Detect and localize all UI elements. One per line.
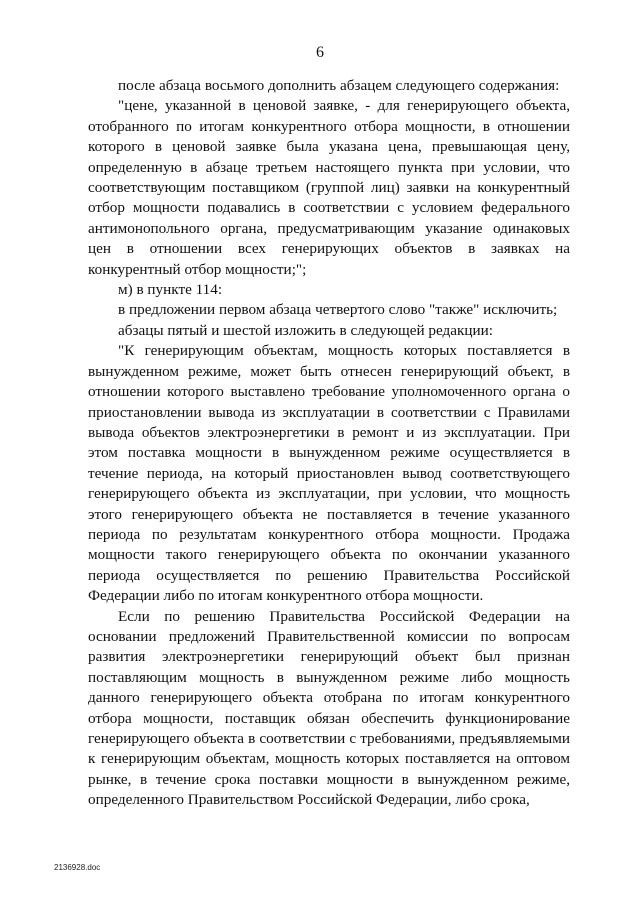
document-body: [88, 76, 570, 811]
page-number: 6: [316, 44, 324, 61]
footer-filename: 2136928.doc: [54, 863, 101, 872]
paragraph-7: Если по решению Правительства Российской Федерации на основании предложений Правительственной комиссии по вопросам развития электроэнергетики генерирующий объект был признан поставляющим мощность в вынужденном режиме либо мощность данного генерирующего объекта отобрана по итогам конкурентного отбора мощности, поставщик обязан обеспечить функционирование генерирующего объекта в соответствии с требованиями, предъявляемыми к генерирующим объектам, мощность которых поставляется на оптовом рынке, в течение срока поставки мощности в вынужденном режиме, определенного Правительством Российской Федерации, либо срока,: [88, 607, 570, 809]
paragraph-3: м) в пункте 114:: [118, 281, 223, 299]
paragraph-5: абзацы пятый и шестой изложить в следующей редакции:: [118, 321, 493, 339]
paragraph-2: "цене, указанной в ценовой заявке, - для генерирующего объекта, отобранного по итогам конкурентного отбора мощности, в отношении которого в ценовой заявке была указана цена, превышающая цену, определенную в абзаце третьем настоящего пункта при условии, что соответствующим поставщиком (группой лиц) заявки на конкурентный отбор мощности подавались в соответствии с условием федерального антимонопольного органа, предусматривающим указание одинаковых цен в отношении всех генерирующих объектов в заявках на конкурентный отбор мощности;";: [88, 97, 570, 278]
paragraph-1: после абзаца восьмого дополнить абзацем следующего содержания:: [118, 77, 560, 94]
paragraph-4: в предложении первом абзаца четвертого слово "также" исключить;: [118, 301, 558, 319]
paragraph-6: "К генерирующим объектам, мощность которых поставляется в вынужденном режиме, может быть отнесен генерирующий объект, в отношении которого выставлено требование уполномоченного органа о приостановлении вывода из эксплуатации в соответствии с Правилами вывода объектов электроэнергетики в ремонт и из эксплуатации. При этом поставка мощности в вынужденном режиме осуществляется в течение периода, на который приостановлен вывод соответствующего генерирующего объекта из эксплуатации, при условии, что мощность этого генерирующего объекта не поставляется в течение указанного периода по результатам конкурентного отбора мощности. Продажа мощности такого генерирующего объекта по окончании указанного периода осуществляется по решению Правительства Российской Федерации либо по итогам конкурентного отбора мощности.: [88, 342, 570, 605]
